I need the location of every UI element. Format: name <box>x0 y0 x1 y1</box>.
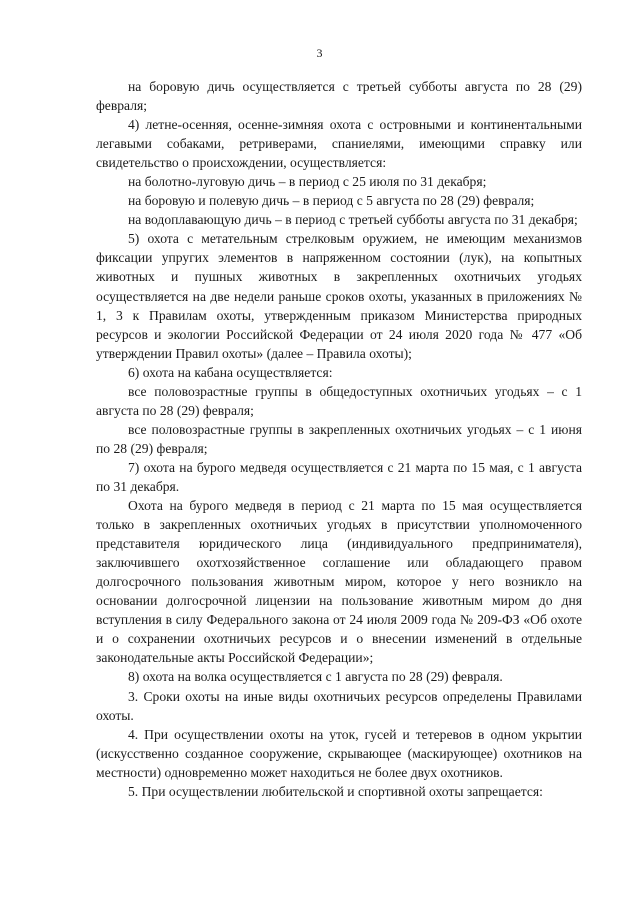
paragraph: Охота на бурого медведя в период с 21 марта по 15 мая осуществляется только в закрепленных охотничьих угодьях в присутствии уполномоченного представителя юридического лица (индивидуального предпринимателя), заключившего охотхозяйственное соглашение или обладающего правом долгосрочного пользования животным миром, которое у него возникло на основании долгосрочной лицензии на пользование животным миром до дня вступления в силу Федерального закона от 24 июля 2009 года № 209-ФЗ «Об охоте и о сохранении охотничьих ресурсов и о внесении изменений в отдельные законодательные акты Российской Федерации»; <box>96 498 582 666</box>
paragraph: 8) охота на волка осуществляется с 1 августа по 28 (29) февраля. <box>128 669 503 685</box>
paragraph: 7) охота на бурого медведя осуществляется с 21 марта по 15 мая, с 1 августа по 31 декабря. <box>96 459 582 494</box>
paragraph: 4) летне-осенняя, осенне-зимняя охота с островными и континентальными легавыми собаками, ретриверами, спаниелями, имеющими справку или свидетельство о происхождении, осуществляется: <box>96 117 582 171</box>
paragraph: 6) охота на кабана осуществляется: <box>128 364 333 380</box>
paragraph: на болотно-луговую дичь – в период с 25 июля по 31 декабря; <box>128 174 487 190</box>
paragraph: 3. Сроки охоты на иные виды охотничьих ресурсов определены Правилами охоты. <box>96 688 582 723</box>
paragraph: 4. При осуществлении охоты на уток, гусей и тетеревов в одном укрытии (искусственно созданное сооружение, скрывающее (маскирующее) охотников на местности) одновременно может находиться не более двух охотников. <box>96 726 582 780</box>
paragraph: все половозрастные группы в общедоступных охотничьих угодьях – с 1 августа по 28 (29) февраля; <box>96 383 582 418</box>
paragraph: все половозрастные группы в закрепленных охотничьих угодьях – с 1 июня по 28 (29) февраля; <box>96 421 582 456</box>
paragraph: 5. При осуществлении любительской и спортивной охоты запрещается: <box>128 783 543 799</box>
document-body <box>96 77 582 801</box>
paragraph: 5) охота с метательным стрелковым оружием, не имеющим механизмов фиксации упругих элементов в напряженном состоянии (лук), на копытных животных и пушных животных в закрепленных охотничьих угодьях осуществляется на две недели раньше сроков охоты, указанных в приложениях № 1, 3 к Правилам охоты, утвержденным приказом Министерства природных ресурсов и экологии Российской Федерации от 24 июля 2020 года № 477 «Об утверждении Правил охоты» (далее – Правила охоты); <box>96 231 582 361</box>
paragraph: на боровую и полевую дичь – в период с 5 августа по 28 (29) февраля; <box>128 193 535 209</box>
paragraph: на водоплавающую дичь – в период с третьей субботы августа по 31 декабря; <box>128 212 578 228</box>
page-number: 3 <box>316 46 323 60</box>
paragraph: на боровую дичь осуществляется с третьей субботы августа по 28 (29) февраля; <box>96 79 582 114</box>
